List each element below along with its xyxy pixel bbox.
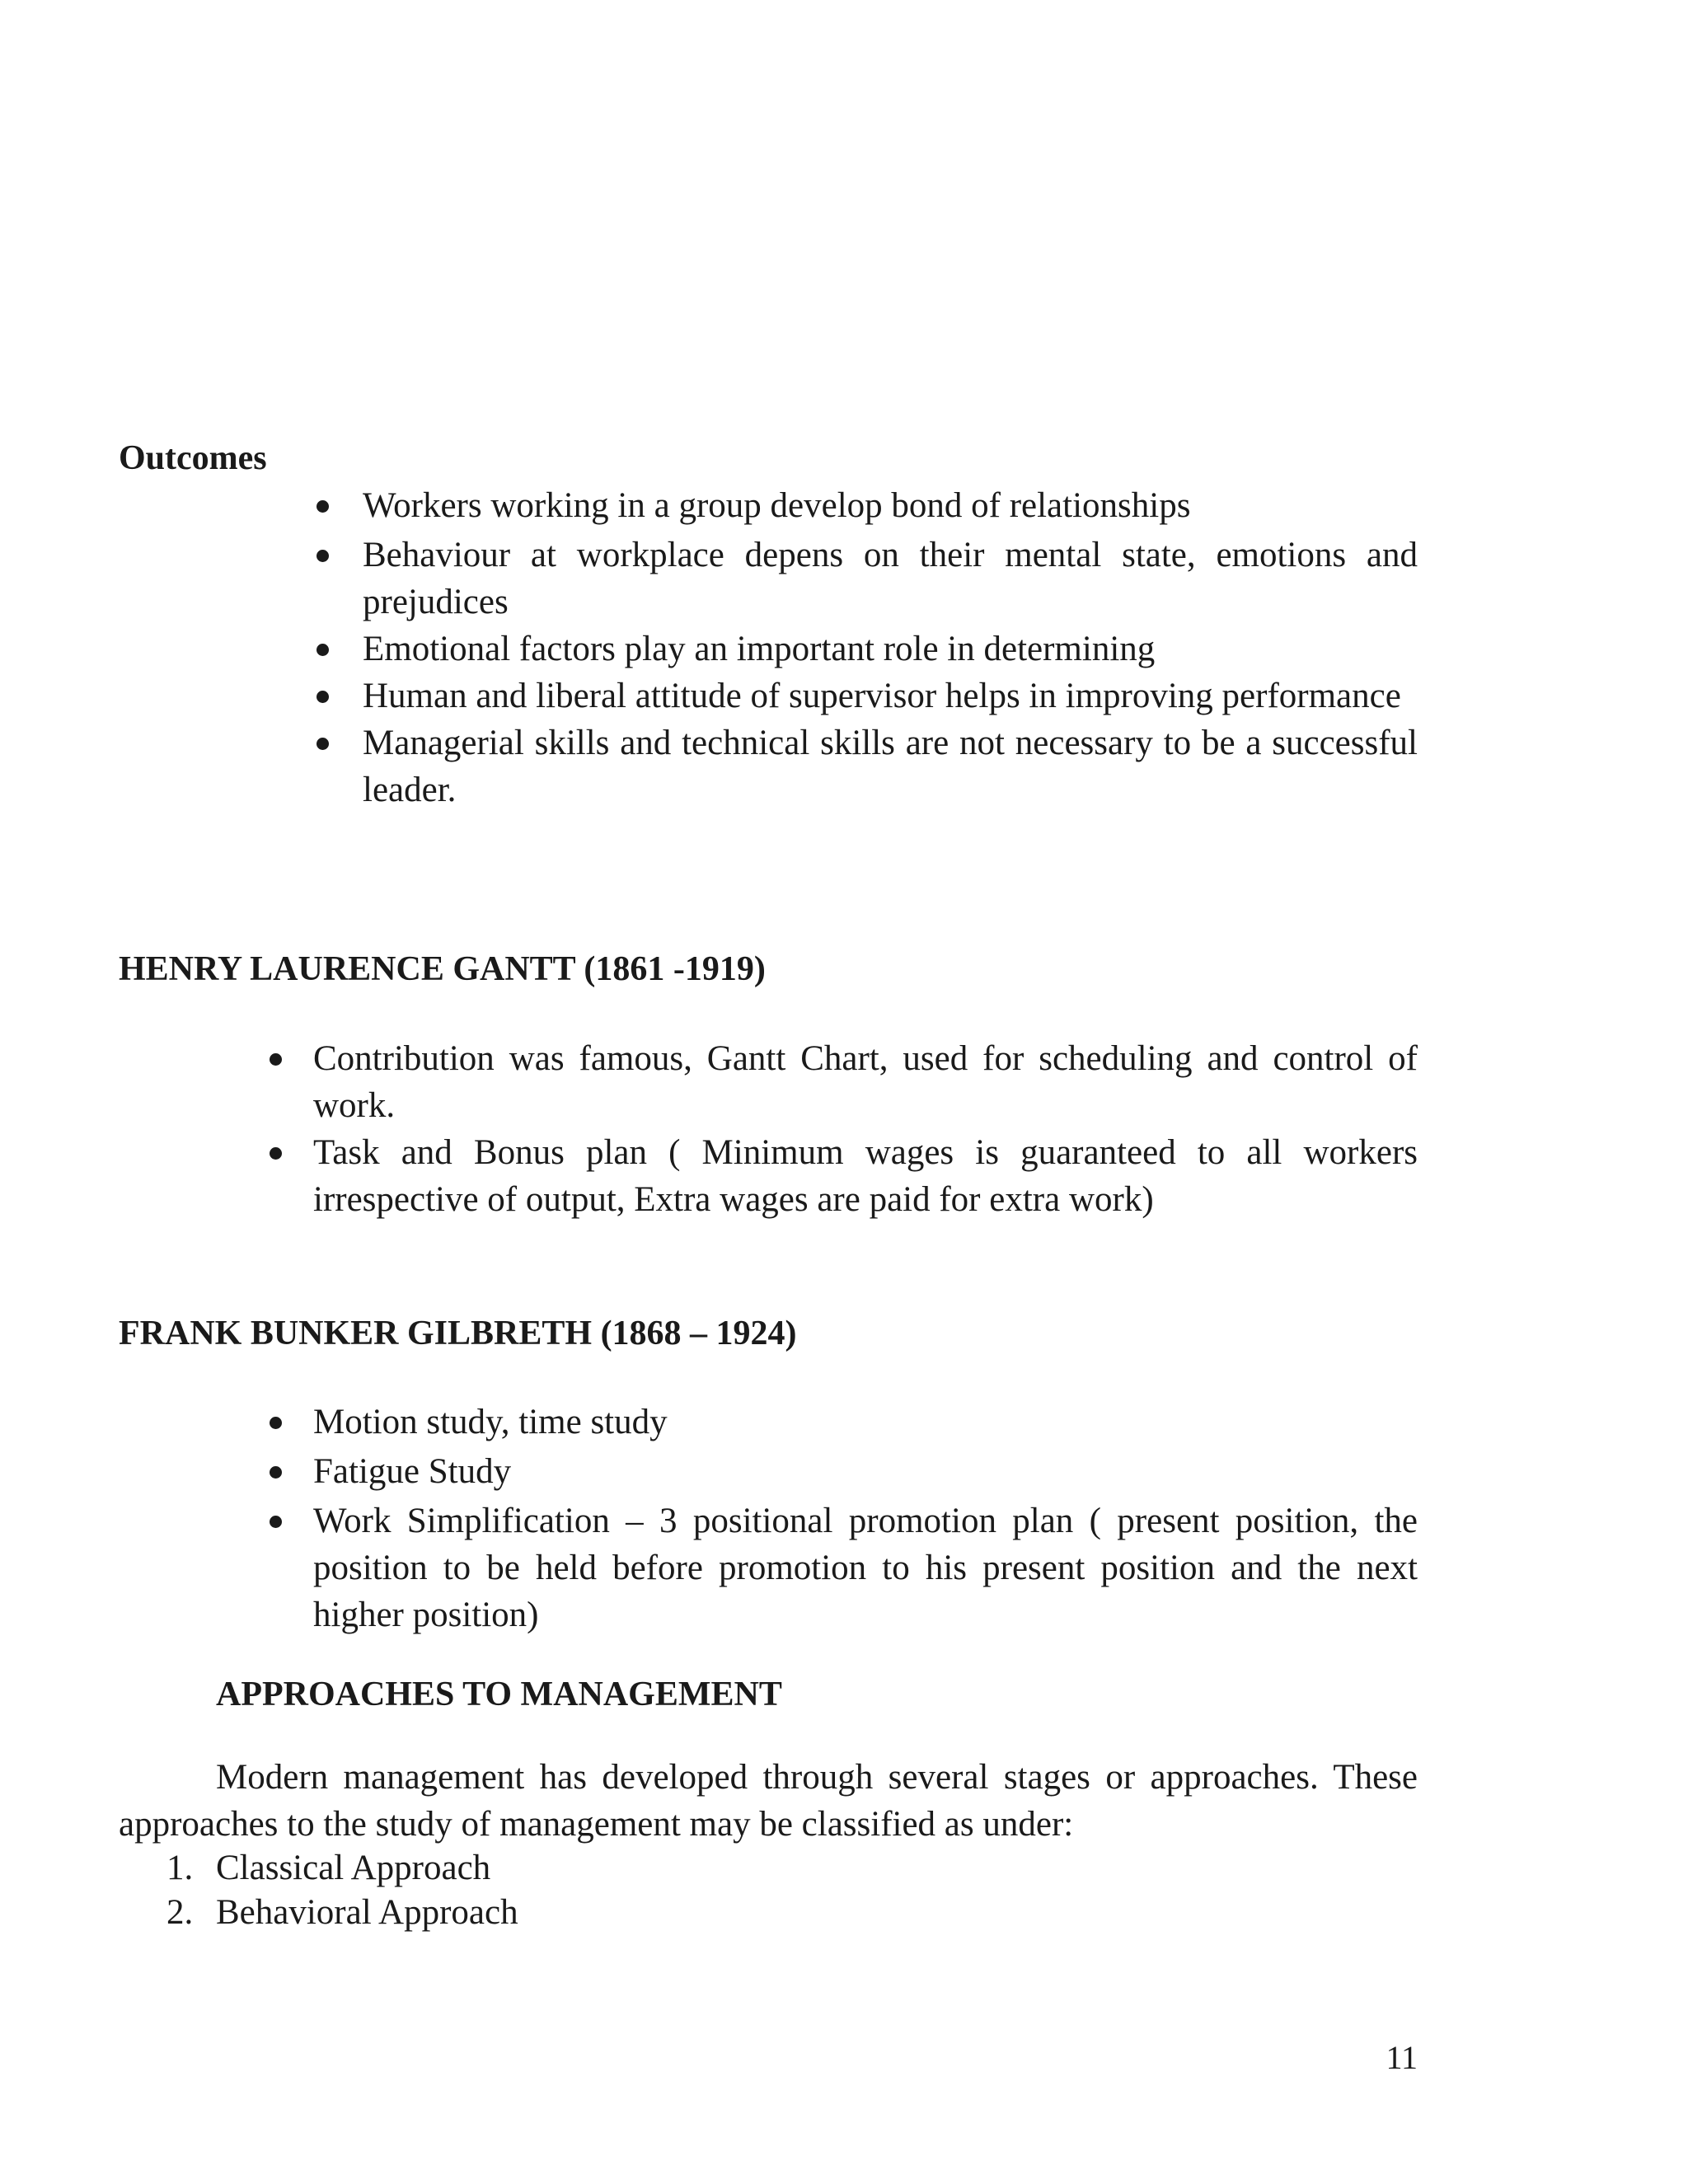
approaches-heading: APPROACHES TO MANAGEMENT — [216, 1675, 782, 1713]
list-item: Work Simplification – 3 positional promotion plan ( present position, the position to be held before promotion to his present position and the next higher position) — [313, 1497, 1418, 1638]
list-item: Managerial skills and technical skills are not necessary to be a successful leader. — [363, 719, 1418, 813]
outcomes-heading: Outcomes — [119, 439, 267, 477]
bullet-icon — [270, 1053, 282, 1066]
list-item: Task and Bonus plan ( Minimum wages is guaranteed to all workers irrespective of output, Extra wages are paid for extra work) — [313, 1129, 1418, 1223]
bullet-icon — [270, 1147, 282, 1160]
list-item: Behaviour at workplace depens on their mental state, emotions and prejudices — [363, 532, 1418, 626]
gilbreth-heading: FRANK BUNKER GILBRETH (1868 – 1924) — [119, 1315, 797, 1352]
bullet-icon — [270, 1417, 282, 1429]
outcomes-list — [363, 482, 1418, 813]
gilbreth-list — [313, 1399, 1418, 1638]
list-item: Workers working in a group develop bond of relationships — [363, 482, 1418, 529]
list-item: Emotional factors play an important role in determining — [363, 626, 1418, 673]
numbered-item: 2. Behavioral Approach — [166, 1893, 518, 1932]
list-item: Fatigue Study — [313, 1448, 1418, 1495]
list-item: Motion study, time study — [313, 1399, 1418, 1446]
bullet-icon — [316, 644, 329, 656]
page-number: 11 — [1386, 2039, 1418, 2076]
list-item: Contribution was famous, Gantt Chart, used for scheduling and control of work. — [313, 1035, 1418, 1129]
bullet-icon — [270, 1466, 282, 1479]
bullet-icon — [316, 738, 329, 750]
bullet-icon — [316, 691, 329, 703]
bullet-icon — [270, 1516, 282, 1528]
bullet-icon — [316, 550, 329, 562]
gantt-list — [313, 1035, 1418, 1223]
approaches-paragraph: Modern management has developed through several stages or approaches. These approaches to the study of management may be classified as under: — [119, 1758, 1418, 1844]
bullet-icon — [316, 500, 329, 513]
numbered-item: 1. Classical Approach — [166, 1849, 491, 1887]
list-item: Human and liberal attitude of supervisor helps in improving performance — [363, 673, 1418, 719]
gantt-heading: HENRY LAURENCE GANTT (1861 -1919) — [119, 950, 766, 988]
